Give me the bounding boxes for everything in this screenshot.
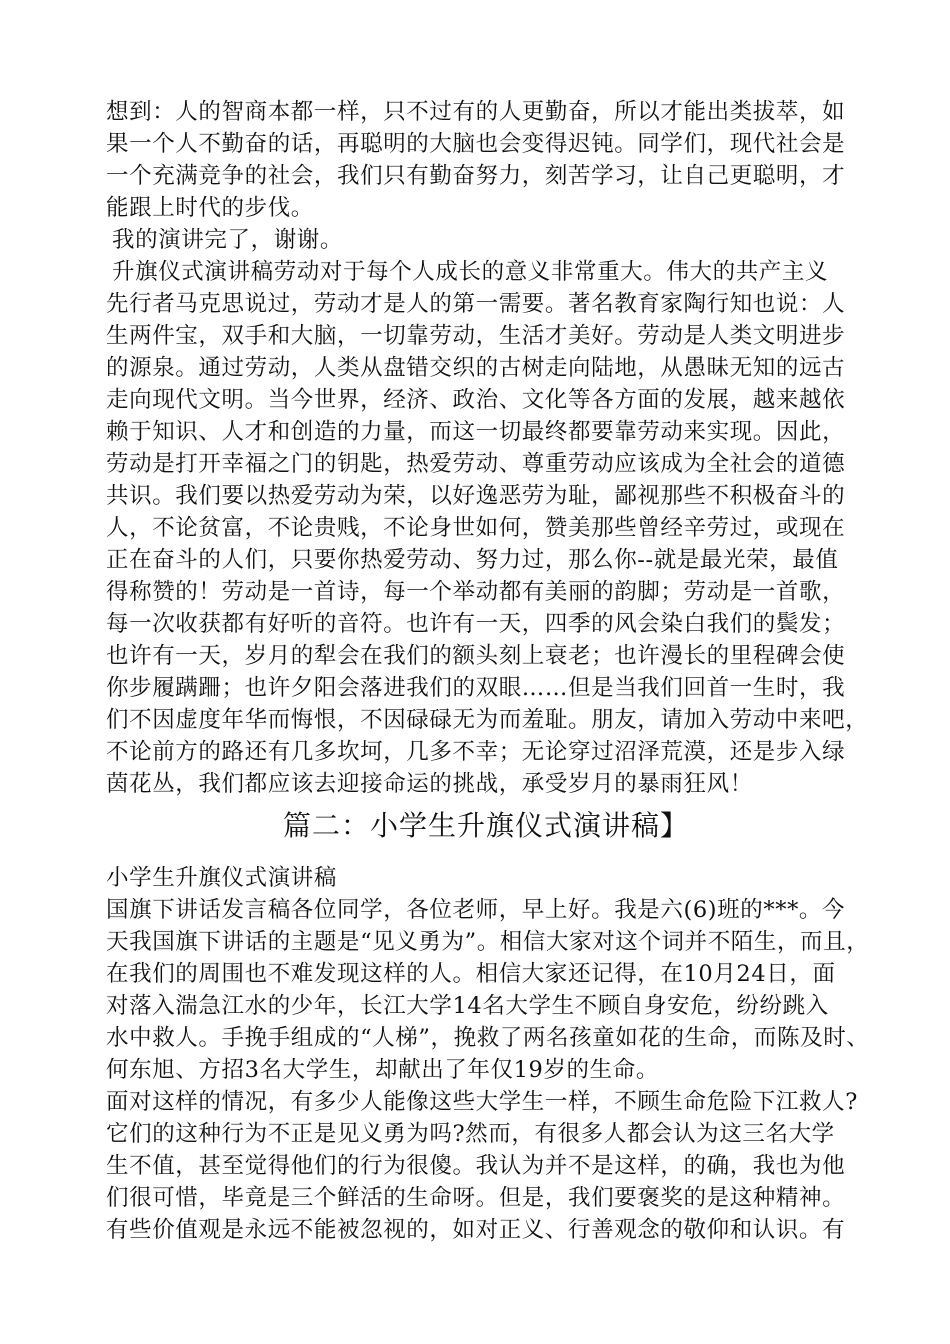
text-line: 茵花丛，我们都应该去迎接命运的挑战，承受岁月的暴雨狂风！: [106, 771, 753, 797]
text-line: 赖于知识、人才和创造的力量，而这一切最终都要靠劳动来实现。因此，: [106, 419, 846, 445]
text-line: 生两件宝，双手和大脑，一切靠劳动，生活才美好。劳动是人类文明进步: [106, 323, 846, 349]
text-line: 劳动是打开幸福之门的钥匙，热爱劳动、尊重劳动应该成为全社会的道德: [106, 451, 846, 477]
text-line: 走向现代文明。当今世界，经济、政治、文化等各方面的发展，越来越依: [106, 387, 846, 413]
text-line: 们很可惜，毕竟是三个鲜活的生命呀。但是，我们要褒奖的是这种精神。: [106, 1185, 846, 1211]
text-line: 正在奋斗的人们，只要你热爱劳动、努力过，那么你--就是最光荣，最值: [106, 547, 839, 573]
text-line: 一个充满竞争的社会，我们只有勤奋努力，刻苦学习，让自己更聪明，才: [106, 163, 846, 189]
text-line: 每一次收获都有好听的音符。也许有一天，四季的风会染白我们的鬓发；: [106, 611, 846, 637]
text-line: 何东旭、方招3名大学生，却献出了年仅19岁的生命。: [106, 1057, 659, 1083]
closing-line: 我的演讲完了，谢谢。: [112, 227, 344, 253]
text-line: 们不因虚度年华而悔恨，不因碌碌无为而羞耻。朋友，请加入劳动中来吧，: [106, 707, 869, 733]
text-line: 得称赞的！劳动是一首诗，每一个举动都有美丽的韵脚；劳动是一首歌，: [106, 579, 846, 605]
text-line: 有些价值观是永远不能被忽视的，如对正义、行善观念的敬仰和认识。有: [106, 1217, 846, 1243]
text-line: 也许有一天，岁月的犁会在我们的额头刻上衰老；也许漫长的里程碑会使: [106, 643, 846, 669]
text-line: 共识。我们要以热爱劳动为荣，以好逸恶劳为耻，鄙视那些不积极奋斗的: [106, 483, 846, 509]
text-line: 天我国旗下讲话的主题是“见义勇为”。相信大家对这个词并不陌生，而且，: [106, 929, 870, 955]
text-line: 先行者马克思说过，劳动才是人的第一需要。著名教育家陶行知也说：人: [106, 291, 846, 317]
text-line: 能跟上时代的步伐。: [106, 195, 314, 221]
text-line: 生不值，甚至觉得他们的行为很傻。我认为并不是这样，的确，我也为他: [106, 1153, 846, 1179]
document-page: [106, 96, 870, 1246]
paragraph-reflection: [106, 1086, 866, 1246]
text-line: 面对这样的情况，有多少人能像这些大学生一样，不顾生命危险下江救人?: [106, 1089, 858, 1115]
text-line: 果一个人不勤奋的话，再聪明的大脑也会变得迟钝。同学们，现代社会是: [106, 131, 846, 157]
section-title: 篇二：小学生升旗仪式演讲稿】: [282, 809, 689, 842]
text-line: 你步履蹒跚；也许夕阳会落进我们的双眼……但是当我们回首一生时，我: [106, 675, 846, 701]
text-line: 国旗下讲话发言稿各位同学，各位老师，早上好。我是六(6)班的***。今: [106, 897, 846, 923]
text-line: 的源泉。通过劳动，人类从盘错交织的古树走向陆地，从愚昧无知的远古: [106, 355, 846, 381]
text-line: 人，不论贫富，不论贵贱，不论身世如何，赞美那些曾经辛劳过，或现在: [106, 515, 846, 541]
text-line: 想到：人的智商本都一样，只不过有的人更勤奋，所以才能出类拔萃，如: [106, 99, 846, 125]
paragraph-flag-speech: [106, 894, 870, 1086]
paragraph-labor-speech: [106, 256, 869, 800]
text-line: 它们的这种行为不正是见义勇为吗?然而，有很多人都会认为这三名大学: [106, 1121, 835, 1147]
text-line: 不论前方的路还有几多坎坷，几多不幸；无论穿过沼泽荒漠，还是步入绿: [106, 739, 846, 765]
text-line: 在我们的周围也不难发现这样的人。相信大家还记得，在10月24日，面: [106, 961, 836, 987]
subtitle: 小学生升旗仪式演讲稿: [106, 865, 338, 891]
text-line: 水中救人。手挽手组成的“人梯”，挽救了两名孩童如花的生命，而陈及时、: [106, 1025, 870, 1051]
paragraph-diligence: [106, 96, 866, 224]
text-line: 对落入湍急江水的少年，长江大学14名大学生不顾自身安危，纷纷跳入: [106, 993, 829, 1019]
text-line: 升旗仪式演讲稿劳动对于每个人成长的意义非常重大。伟大的共产主义: [112, 259, 829, 285]
